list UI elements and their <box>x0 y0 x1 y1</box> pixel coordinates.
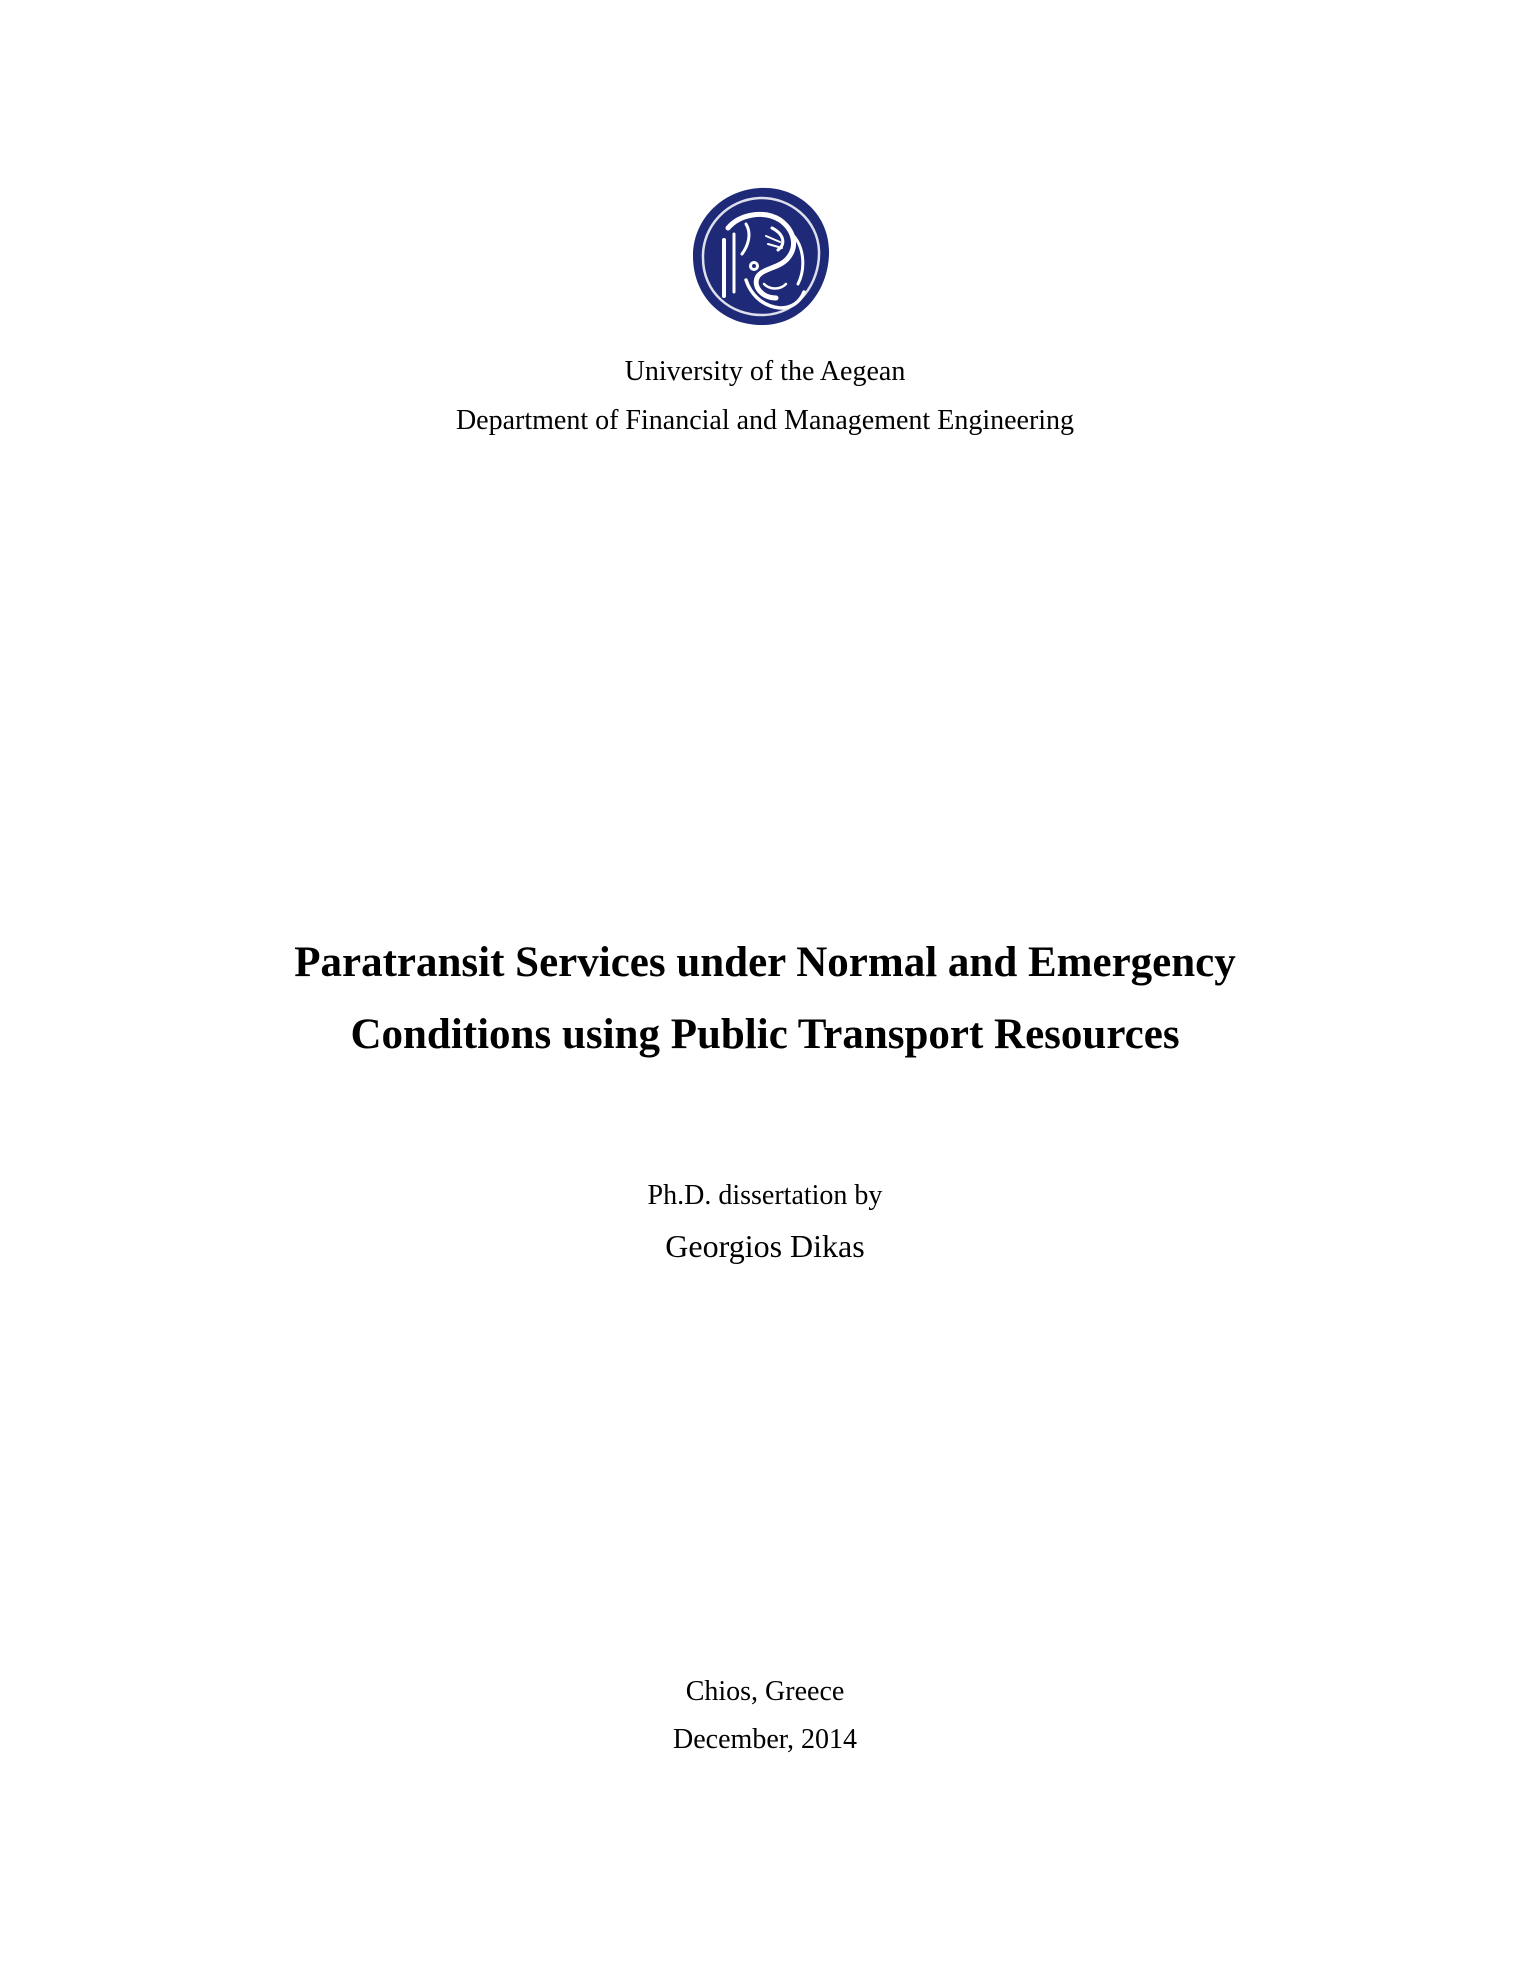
university-seal-icon <box>688 184 833 329</box>
date: December, 2014 <box>673 1724 857 1755</box>
dissertation-title-line-2: Conditions using Public Transport Resources <box>350 1011 1180 1058</box>
author-name: Georgios Dikas <box>665 1228 865 1264</box>
university-name: University of the Aegean <box>624 356 906 387</box>
department-name: Department of Financial and Management Engineering <box>455 405 1075 436</box>
byline: Ph.D. dissertation by <box>647 1180 883 1211</box>
dissertation-title-line-1: Paratransit Services under Normal and Emergency <box>294 939 1236 986</box>
place: Chios, Greece <box>685 1676 845 1707</box>
